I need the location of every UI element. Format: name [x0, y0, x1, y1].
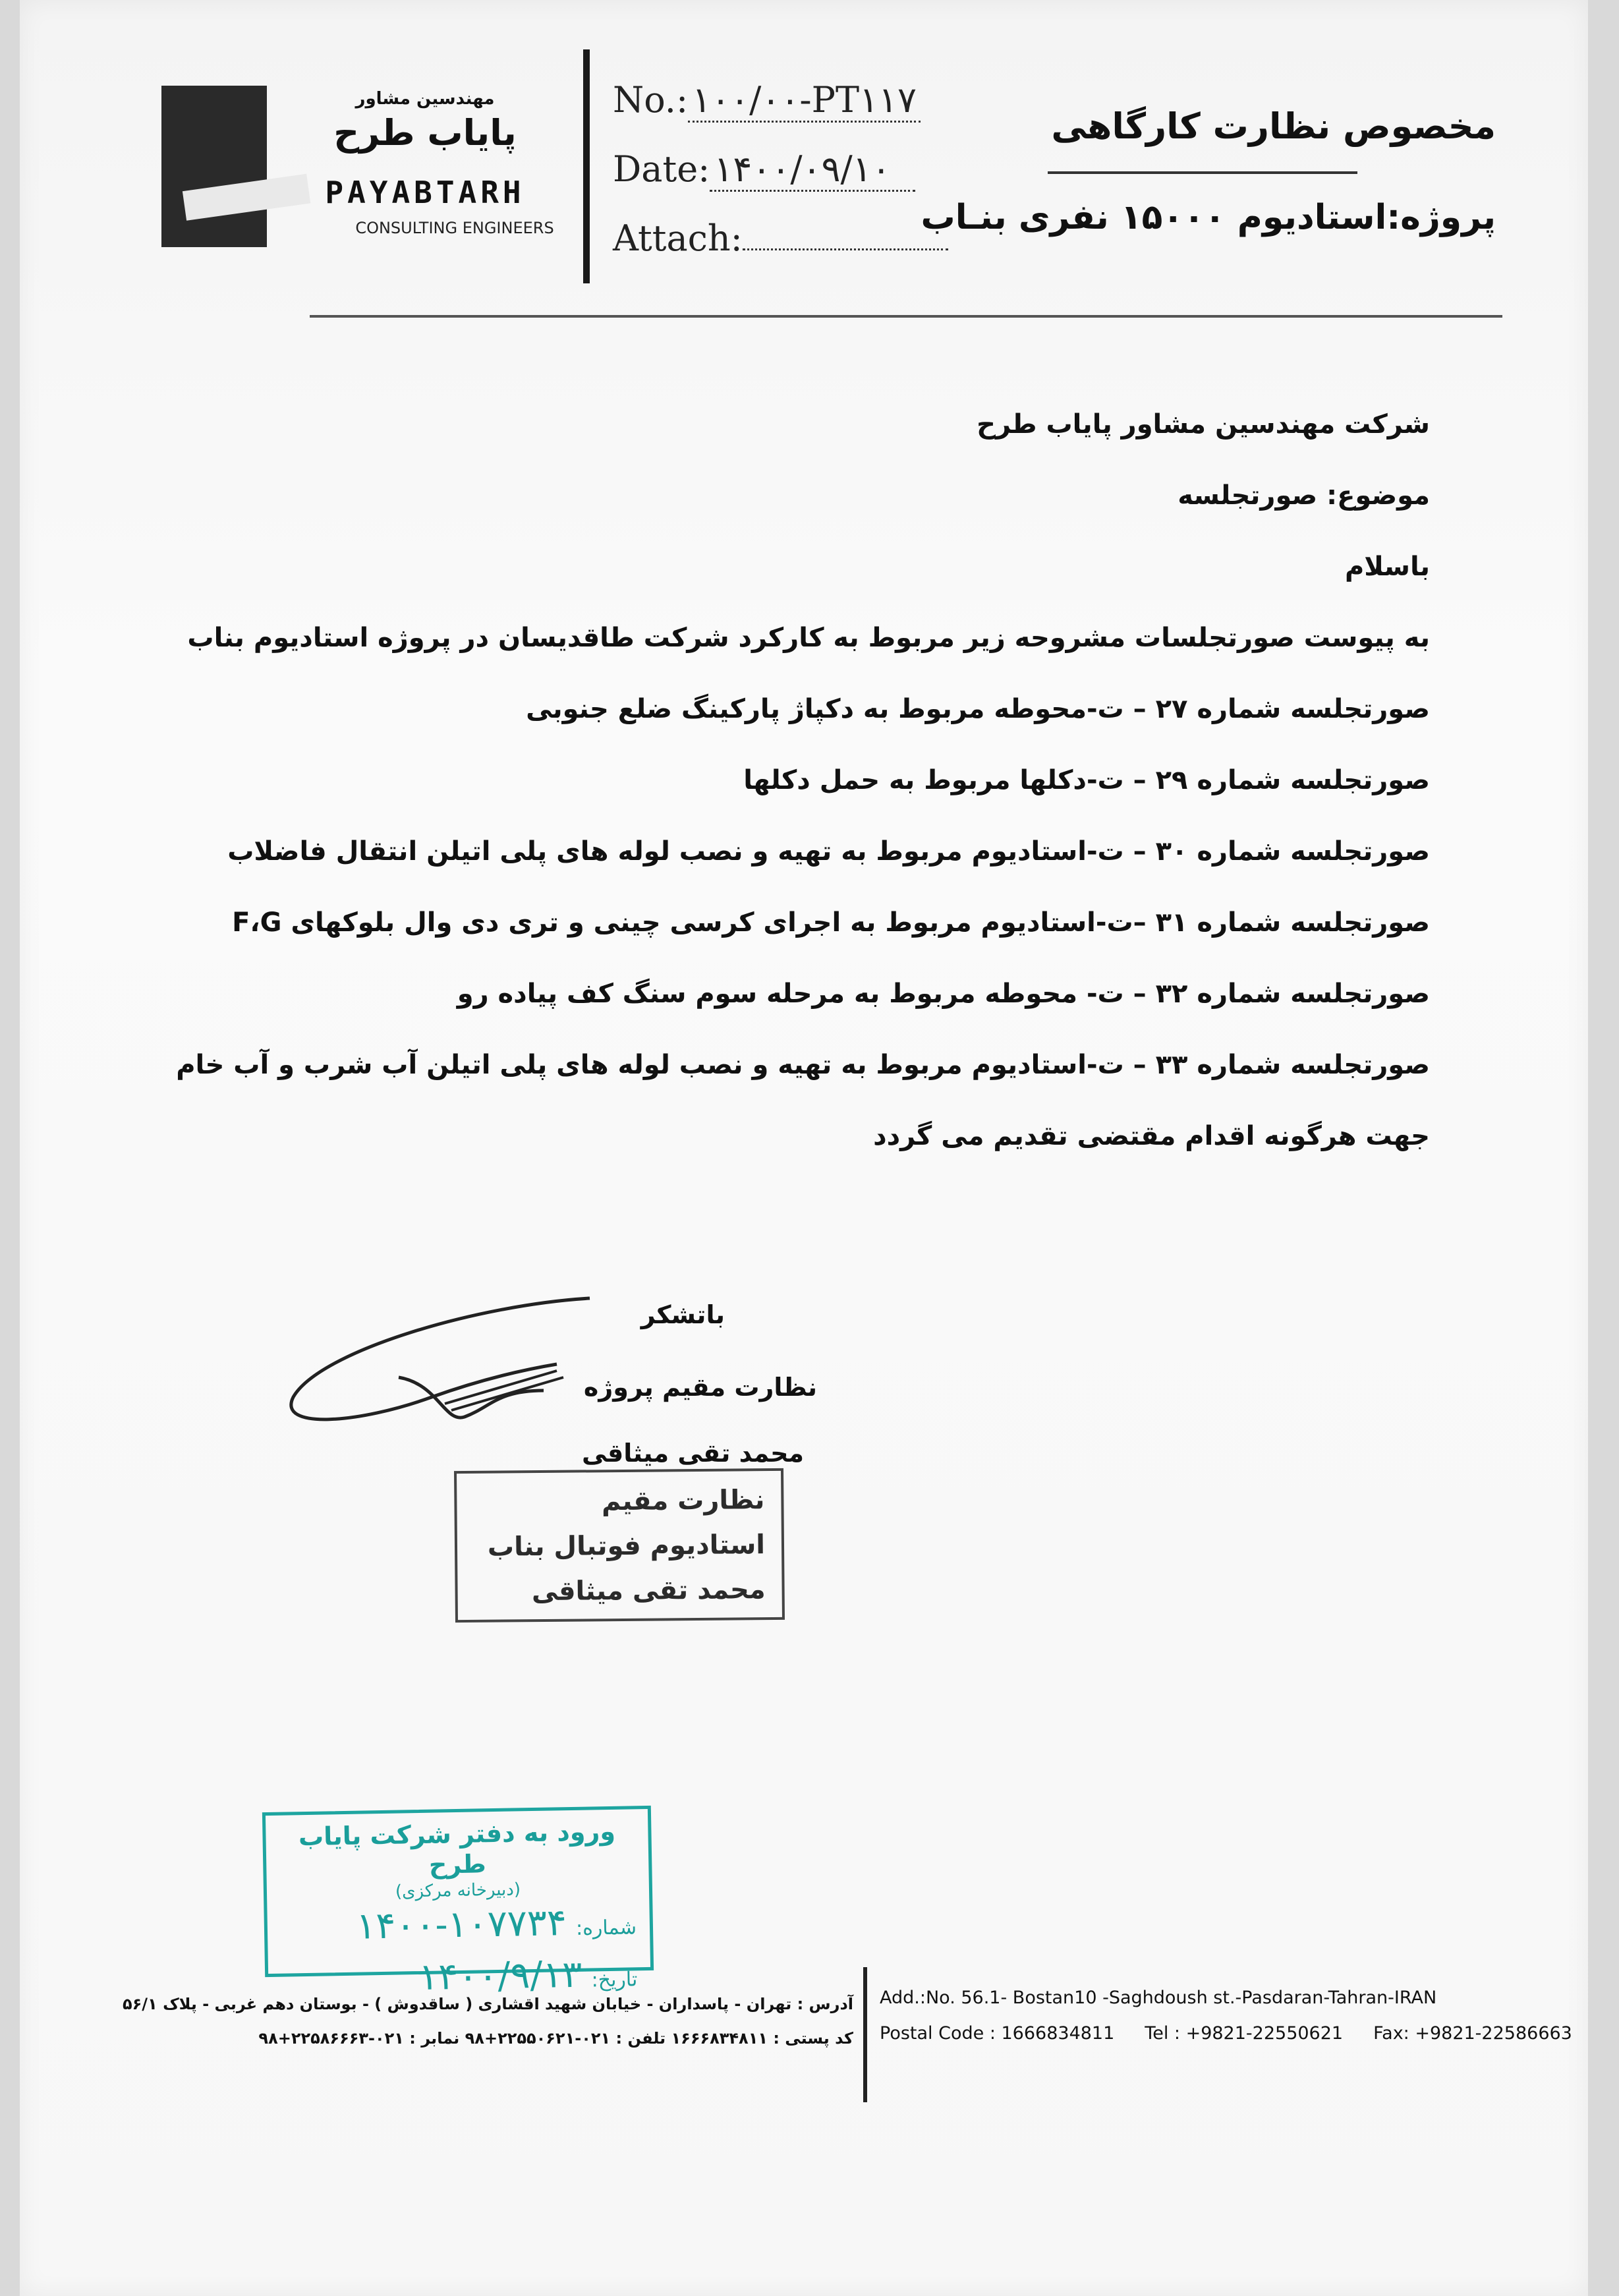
letter-body [176, 389, 1430, 1172]
subject: موضوع: صورتجلسه [1178, 480, 1430, 511]
logo-persian-subtitle: مهندسین مشاور [355, 89, 495, 109]
footer-postal-code: Postal Code : 1666834811 [880, 2023, 1115, 2044]
letter-attachment-value [743, 248, 948, 250]
signature-title: نظارت مقیم پروژه [583, 1373, 817, 1402]
recipient: شرکت مهندسین مشاور پایاب طرح [977, 409, 1430, 440]
received-stamp-number-label: شماره: [575, 1916, 637, 1940]
company-logo-mark [161, 86, 267, 247]
list-item: صورتجلسه شماره ۳۰ – ت-استادیوم مربوط به تهیه و نصب لوله های پلی اتیلن انتقال فاضلاب [227, 836, 1430, 867]
letter-date-label: Date: [613, 148, 710, 190]
letterhead-title-underline [1048, 171, 1357, 174]
received-stamp-date-value: ۱۴۰۰/۹/۱۳ [418, 1953, 582, 1999]
list-item: صورتجلسه شماره ۲۹ – ت-دکلها مربوط به حمل دکلها [743, 765, 1430, 795]
received-stamp-date-label: تاریخ: [591, 1968, 638, 1992]
footer-persian-address-line: آدرس : تهران - پاسداران - خیابان شهید اقشاری ( ساقدوش ) - بوستان دهم غربی - پلاک ۵۶/۱ [123, 1995, 853, 2013]
signature-name: محمد تقی میثاقی [581, 1439, 804, 1468]
header-divider [583, 49, 590, 283]
letter-number-value: ۱۰۰/۰۰-PT۱۱۷ [688, 79, 921, 123]
footer-divider [863, 1967, 867, 2102]
supervisor-stamp-line: نظارت مقیم [601, 1485, 765, 1517]
list-item: صورتجلسه شماره ۳۳ – ت-استادیوم مربوط به تهیه و نصب لوله های پلی اتیلن آب شرب و آب خام [176, 1050, 1430, 1080]
received-stamp-subtitle: (دبیرخانه مرکزی) [395, 1880, 521, 1902]
signature-thanks: باتشکر [640, 1300, 725, 1329]
letter-number-label: No.: [613, 79, 689, 121]
project-name: پروژه:استادیوم ۱۵۰۰۰ نفری بنـاب [921, 198, 1496, 237]
footer-fax: Fax: +9821-22586663 [1373, 2023, 1572, 2044]
footer-english-address-line: Add.:No. 56.1- Bostan10 -Saghdoush st.-Pasdaran-Tahran-IRAN [880, 1988, 1437, 2008]
closing-line: جهت هرگونه اقدام مقتضی تقدیم می گردد [873, 1121, 1430, 1151]
list-item: صورتجلسه شماره ۲۷ – ت-محوطه مربوط به دکپاژ پارکینگ ضلع جنوبی [526, 694, 1430, 724]
logo-english-name: PAYABTARH [325, 175, 525, 210]
footer-persian-address [123, 1987, 853, 2055]
list-item: صورتجلسه شماره ۳۲ – ت- محوطه مربوط به مرحله سوم سنگ کف پیاده رو [457, 979, 1430, 1009]
logo-english-subtitle: CONSULTING ENGINEERS [355, 219, 554, 237]
footer-persian-contact-line: کد پستی : ۱۶۶۶۸۳۴۸۱۱ تلفن : ۰۲۱-۲۲۵۵۰۶۲۱+۹۸ نمابر : ۰۲۱-۲۲۵۸۶۶۶۳+۹۸ [258, 2029, 853, 2048]
received-stamp-number [280, 1899, 637, 1957]
supervisor-stamp-line: محمد تقی میثاقی [531, 1574, 766, 1607]
received-stamp [262, 1806, 654, 1999]
logo-persian-name: پایاب طرح [333, 112, 517, 154]
footer-phone: Tel : +9821-22550621 [1145, 2023, 1344, 2044]
intro-paragraph: به پیوست صورتجلسات مشروحه زیر مربوط به کارکرد شرکت طاقدیسان در پروژه استادیوم بناب [187, 623, 1430, 653]
received-stamp-number-value: ۱۴۰۰-۱۰۷۷۳۴ [355, 1901, 567, 1948]
signature-block [369, 1278, 843, 1483]
greeting: باسلام [1344, 552, 1430, 582]
letter-date-value: ۱۴۰۰/۰۹/۱۰ [710, 148, 915, 192]
supervisor-stamp [454, 1468, 785, 1622]
list-item: صورتجلسه شماره ۳۱ –ت-استادیوم مربوط به اجرای کرسی چینی و تری دی وال بلوکهای F،G [232, 907, 1430, 938]
letter-number [613, 79, 921, 123]
document-page [20, 0, 1588, 2296]
letter-date [613, 148, 915, 192]
letter-attachment-label: Attach: [613, 217, 743, 259]
footer-english-address [880, 1980, 1588, 2052]
received-stamp-title: ورود به دفتر شرکت پایاب طرح [298, 1816, 616, 1880]
supervisor-stamp-line: استادیوم فوتبال بناب [487, 1530, 766, 1563]
letterhead-title: مخصوص نظارت کارگاهی [1051, 105, 1496, 147]
footer-english-contact-line [880, 2016, 1588, 2052]
header-separator [310, 315, 1502, 318]
